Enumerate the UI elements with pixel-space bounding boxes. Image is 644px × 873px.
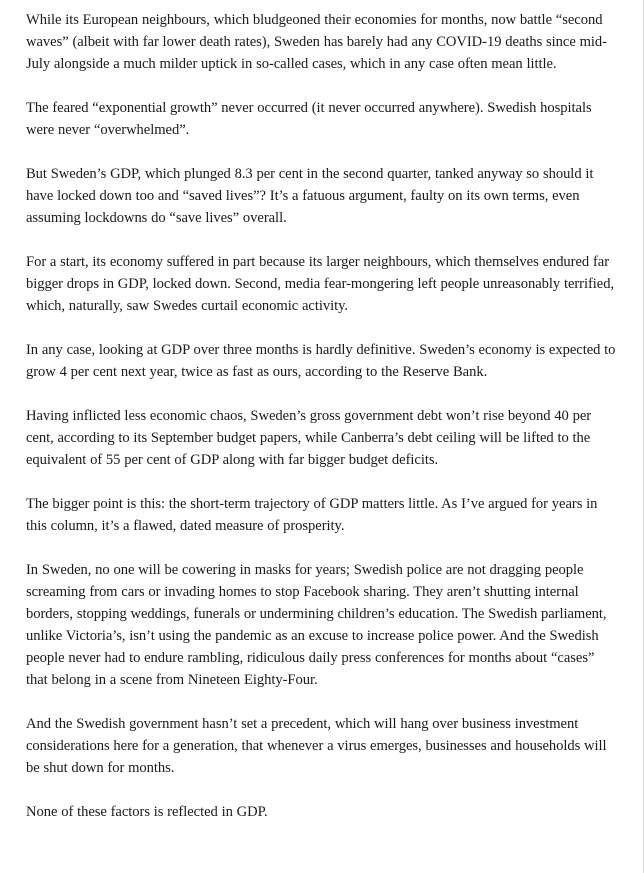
article-paragraph: The bigger point is this: the short-term trajectory of GDP matters little. As I’ve argued for years in this column, it’s a flawed, dated measure of prosperity.	[26, 496, 598, 534]
article-paragraph: While its European neighbours, which bludgeoned their economies for months, now battle “second waves” (albeit with far lower death rates), Sweden has barely had any COVID-19 deaths since mid-July alongside a much milder uptick in so-called cases, which in any case often mean little.	[26, 12, 607, 72]
article-paragraph: For a start, its economy suffered in part because its larger neighbours, which themselves endured far bigger drops in GDP, locked down. Second, media fear-mongering left people unreasonably terrified, which, naturally, saw Swedes curtail economic activity.	[26, 254, 615, 314]
article-paragraph: In Sweden, no one will be cowering in masks for years; Swedish police are not dragging people screaming from cars or invading homes to stop Facebook sharing. They aren’t shutting internal borders, stopping weddings, funerals or undermining children’s education. The Swedish parliament, unlike Victoria’s, isn’t using the pandemic as an excuse to increase police power. And the Swedish people never had to endure rambling, ridiculous daily press conferences for months about “cases” that belong in a scene from Nineteen Eighty-Four.	[26, 562, 607, 688]
article-paragraph: Having inflicted less economic chaos, Sweden’s gross government debt won’t rise beyond 40 per cent, according to its September budget papers, while Canberra’s debt ceiling will be lifted to the equivalent of 55 per cent of GDP along with far bigger budget deficits.	[26, 408, 592, 468]
article-paragraph: The feared “exponential growth” never occurred (it never occurred anywhere). Swedish hospitals were never “overwhelmed”.	[26, 100, 592, 138]
article-paragraph: And the Swedish government hasn’t set a precedent, which will hang over business investment considerations here for a generation, that whenever a virus emerges, businesses and households will be shut down for months.	[26, 716, 607, 776]
article-body	[26, 9, 616, 845]
article-paragraph: In any case, looking at GDP over three months is hardly definitive. Sweden’s economy is expected to grow 4 per cent next year, twice as fast as ours, according to the Reserve Bank.	[26, 342, 616, 380]
article-paragraph: But Sweden’s GDP, which plunged 8.3 per cent in the second quarter, tanked anyway so should it have locked down too and “saved lives”? It’s a fatuous argument, faulty on its own terms, even assuming lockdowns do “save lives” overall.	[26, 166, 594, 226]
article-paragraph: None of these factors is reflected in GDP.	[26, 804, 268, 820]
